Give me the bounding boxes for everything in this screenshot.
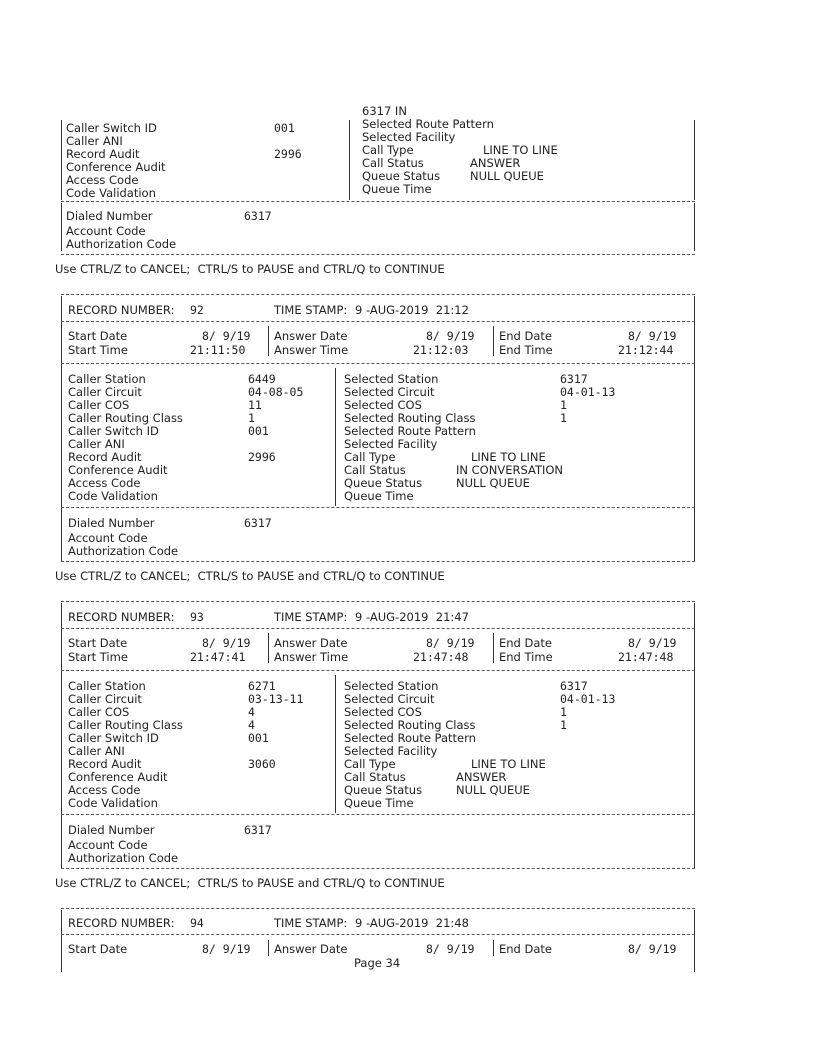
- divider: [61, 294, 695, 295]
- timestamp-label: TIME STAMP:: [274, 303, 348, 317]
- divider: [61, 201, 695, 202]
- field-value: NULL QUEUE: [456, 476, 530, 490]
- end-time-value: 21:47:48: [618, 650, 674, 664]
- field-value: 6317: [560, 679, 588, 693]
- record-number: 93: [190, 610, 204, 624]
- field-label: Caller Switch ID: [68, 424, 159, 438]
- column-divider: [268, 633, 269, 663]
- start-date-label: Start Date: [68, 942, 128, 956]
- field-label: Record Audit: [66, 147, 140, 161]
- field-label: Access Code: [66, 173, 139, 187]
- field-value: 001: [248, 731, 269, 745]
- field-value: ANSWER: [470, 156, 521, 170]
- divider: [61, 254, 695, 255]
- divider: [61, 934, 695, 935]
- divider: [61, 908, 695, 909]
- ctrl-message: Use CTRL/Z to CANCEL; CTRL/S to PAUSE and CTRL/Q to CONTINUE: [55, 262, 445, 276]
- dialed-number-label: Dialed Number: [68, 823, 155, 837]
- end-date-value: 8/ 9/19: [628, 329, 677, 343]
- ctrl-message: Use CTRL/Z to CANCEL; CTRL/S to PAUSE and CTRL/Q to CONTINUE: [55, 569, 445, 583]
- field-label: Code Validation: [68, 796, 158, 810]
- field-label: Queue Status: [344, 783, 423, 797]
- field-value: LINE TO LINE: [483, 143, 558, 157]
- answer-time-value: 21:12:03: [413, 343, 469, 357]
- account-code-label: Account Code: [68, 838, 148, 852]
- start-date-label: Start Date: [68, 329, 128, 343]
- field-label: Call Type: [362, 143, 414, 157]
- column-divider: [335, 368, 336, 506]
- field-value: 4: [248, 718, 255, 732]
- field-label: Caller COS: [68, 398, 130, 412]
- field-label: Call Type: [344, 757, 396, 771]
- field-label: Record Audit: [68, 450, 142, 464]
- dialed-number-label: Dialed Number: [68, 516, 155, 530]
- start-date-value: 8/ 9/19: [202, 942, 251, 956]
- record-number-label: RECORD NUMBER:: [68, 916, 175, 930]
- start-date-label: Start Date: [68, 636, 128, 650]
- field-label: Conference Audit: [66, 160, 166, 174]
- start-time-label: Start Time: [68, 650, 128, 664]
- border-left: [61, 910, 62, 972]
- field-value: 6317: [560, 372, 588, 386]
- field-label: Call Status: [362, 156, 424, 170]
- record-number-label: RECORD NUMBER:: [68, 303, 175, 317]
- timestamp-value: 9 -AUG-2019 21:47: [355, 610, 469, 624]
- field-value: 001: [248, 424, 269, 438]
- field-value: IN CONVERSATION: [456, 463, 564, 477]
- answer-date-value: 8/ 9/19: [426, 329, 475, 343]
- field-label: Caller Circuit: [68, 692, 142, 706]
- answer-time-label: Answer Time: [274, 343, 349, 357]
- timestamp-label: TIME STAMP:: [274, 610, 348, 624]
- field-value: 11: [248, 398, 262, 412]
- divider: [61, 507, 695, 508]
- field-label: Selected Station: [344, 679, 439, 693]
- field-value: 6449: [248, 372, 276, 386]
- field-value: LINE TO LINE: [471, 757, 546, 771]
- answer-date-value: 8/ 9/19: [426, 942, 475, 956]
- field-label: Caller ANI: [68, 744, 125, 758]
- field-label: Selected Route Pattern: [344, 424, 476, 438]
- divider: [61, 670, 695, 671]
- end-date-value: 8/ 9/19: [628, 636, 677, 650]
- start-date-value: 8/ 9/19: [202, 636, 251, 650]
- column-divider: [268, 940, 269, 956]
- start-date-value: 8/ 9/19: [202, 329, 251, 343]
- timestamp-value: 9 -AUG-2019 21:12: [355, 303, 469, 317]
- field-value: 6271: [248, 679, 276, 693]
- field-value: 1: [560, 705, 567, 719]
- divider: [61, 814, 695, 815]
- field-label: Code Validation: [66, 186, 156, 200]
- continued-header-extra: 6317 IN: [362, 104, 407, 118]
- column-divider: [493, 633, 494, 663]
- field-label: Conference Audit: [68, 463, 168, 477]
- field-label: Caller Switch ID: [68, 731, 159, 745]
- field-value: 001: [274, 121, 295, 135]
- column-divider: [268, 326, 269, 356]
- field-value: 2996: [248, 450, 276, 464]
- end-date-label: End Date: [499, 942, 552, 956]
- field-value: 1: [560, 718, 567, 732]
- field-value: 1: [560, 411, 567, 425]
- end-date-label: End Date: [499, 329, 552, 343]
- field-value: 1: [560, 398, 567, 412]
- answer-time-label: Answer Time: [274, 650, 349, 664]
- field-label: Caller COS: [68, 705, 130, 719]
- field-value: 2996: [274, 147, 302, 161]
- field-value: NULL QUEUE: [470, 169, 544, 183]
- field-label: Selected Facility: [362, 130, 456, 144]
- field-value: 04-01-13: [560, 692, 616, 706]
- field-label: Caller ANI: [66, 134, 123, 148]
- field-value: 4: [248, 705, 255, 719]
- field-label: Selected Circuit: [344, 385, 435, 399]
- field-label: Selected Routing Class: [344, 411, 476, 425]
- dialed-number-label: Dialed Number: [66, 209, 153, 223]
- answer-date-label: Answer Date: [274, 942, 348, 956]
- timestamp-value: 9 -AUG-2019 21:48: [355, 916, 469, 930]
- field-label: Selected COS: [344, 705, 422, 719]
- start-time-label: Start Time: [68, 343, 128, 357]
- end-time-label: End Time: [499, 343, 553, 357]
- timestamp-label: TIME STAMP:: [274, 916, 348, 930]
- field-label: Caller Station: [68, 372, 146, 386]
- field-label: Selected Routing Class: [344, 718, 476, 732]
- field-label: Selected Facility: [344, 744, 438, 758]
- answer-date-value: 8/ 9/19: [426, 636, 475, 650]
- end-date-label: End Date: [499, 636, 552, 650]
- column-divider: [349, 120, 350, 200]
- border-right: [694, 910, 695, 972]
- border-right: [694, 296, 695, 562]
- field-label: Queue Time: [344, 489, 414, 503]
- column-divider: [493, 940, 494, 956]
- divider: [61, 321, 695, 322]
- border-left: [61, 296, 62, 562]
- field-value: ANSWER: [456, 770, 507, 784]
- start-time-value: 21:11:50: [190, 343, 246, 357]
- field-label: Caller Routing Class: [68, 718, 183, 732]
- record-number-label: RECORD NUMBER:: [68, 610, 175, 624]
- dialed-number-value: 6317: [244, 209, 272, 223]
- field-value: 04-08-05: [248, 385, 304, 399]
- start-time-value: 21:47:41: [190, 650, 246, 664]
- field-label: Call Status: [344, 463, 406, 477]
- border-left: [61, 120, 62, 200]
- divider: [61, 561, 695, 562]
- end-time-value: 21:12:44: [618, 343, 674, 357]
- field-label: Selected Route Pattern: [362, 117, 494, 131]
- field-label: Queue Time: [362, 182, 432, 196]
- authorization-code-label: Authorization Code: [68, 544, 179, 558]
- field-label: Selected Facility: [344, 437, 438, 451]
- border-right: [694, 120, 695, 200]
- record-number: 94: [190, 916, 204, 930]
- answer-date-label: Answer Date: [274, 636, 348, 650]
- border-right: [694, 203, 695, 251]
- field-label: Caller Circuit: [68, 385, 142, 399]
- field-label: Caller Routing Class: [68, 411, 183, 425]
- field-label: Selected COS: [344, 398, 422, 412]
- page-number: Page 34: [354, 956, 401, 970]
- authorization-code-label: Authorization Code: [68, 851, 179, 865]
- end-date-value: 8/ 9/19: [628, 942, 677, 956]
- authorization-code-label: Authorization Code: [66, 237, 177, 251]
- field-label: Queue Status: [362, 169, 441, 183]
- column-divider: [335, 675, 336, 813]
- answer-time-value: 21:47:48: [413, 650, 469, 664]
- field-label: Call Type: [344, 450, 396, 464]
- field-label: Caller Switch ID: [66, 121, 157, 135]
- field-label: Access Code: [68, 783, 141, 797]
- column-divider: [493, 326, 494, 356]
- dialed-number-value: 6317: [244, 823, 272, 837]
- account-code-label: Account Code: [68, 531, 148, 545]
- field-value: 03-13-11: [248, 692, 304, 706]
- field-value: 3060: [248, 757, 276, 771]
- field-label: Code Validation: [68, 489, 158, 503]
- field-value: 1: [248, 411, 255, 425]
- ctrl-message: Use CTRL/Z to CANCEL; CTRL/S to PAUSE and CTRL/Q to CONTINUE: [55, 876, 445, 890]
- border-right: [694, 603, 695, 869]
- divider: [61, 628, 695, 629]
- end-time-label: End Time: [499, 650, 553, 664]
- field-label: Record Audit: [68, 757, 142, 771]
- border-left: [61, 603, 62, 869]
- field-label: Selected Route Pattern: [344, 731, 476, 745]
- field-label: Conference Audit: [68, 770, 168, 784]
- field-label: Call Status: [344, 770, 406, 784]
- field-value: NULL QUEUE: [456, 783, 530, 797]
- field-label: Caller Station: [68, 679, 146, 693]
- field-label: Caller ANI: [68, 437, 125, 451]
- field-label: Access Code: [68, 476, 141, 490]
- field-label: Selected Station: [344, 372, 439, 386]
- field-label: Queue Status: [344, 476, 423, 490]
- answer-date-label: Answer Date: [274, 329, 348, 343]
- field-value: LINE TO LINE: [471, 450, 546, 464]
- divider: [61, 363, 695, 364]
- field-label: Queue Time: [344, 796, 414, 810]
- field-value: 04-01-13: [560, 385, 616, 399]
- divider: [61, 601, 695, 602]
- divider: [61, 868, 695, 869]
- record-number: 92: [190, 303, 204, 317]
- field-label: Selected Circuit: [344, 692, 435, 706]
- dialed-number-value: 6317: [244, 516, 272, 530]
- account-code-label: Account Code: [66, 224, 146, 238]
- border-left: [61, 203, 62, 251]
